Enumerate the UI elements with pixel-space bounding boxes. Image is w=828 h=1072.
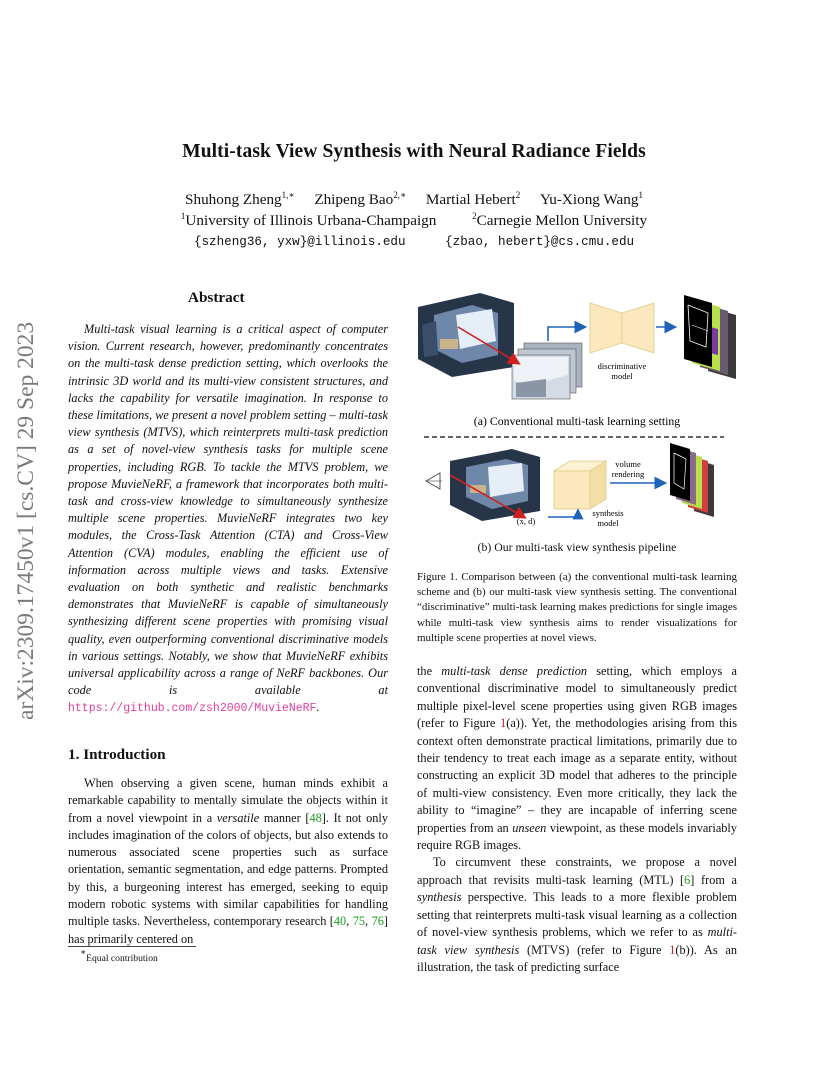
footnote-rule [68, 946, 196, 947]
abstract-body: Multi-task visual learning is a critical aspect of computer vision. Current research, however, predominantly concentrates on the multi-task dense prediction setting, which overlooks the intrinsic 3D world and its multi-view consistent structures, and lacks the capability for versatile imagination. In response to these limitations, we present a novel problem setting – multi-task view synthesis (MTVS), which reinterprets multi-task prediction as a set of novel-view synthesis tasks for multiple scene properties, including RGB. To tackle the MTVS problem, we propose MuvieNeRF, a framework that incorporates both multi-task and cross-view knowledge to simultaneously synthesize multiple scene properties. MuvieNeRF integrates two key modules, the Cross-Task Attention (CTA) and Cross-View Attention (CVA) modules, enabling the efficient use of information across multiple views and tasks. Extensive evaluation on both synthetic and realistic benchmarks demonstrates that MuvieNeRF is capable of simultaneously synthesizing different scene properties with promising visual quality, even outperforming conventional discriminative models in various settings. Notably, we show that MuvieNeRF exhibits universal applicability across a range of NeRF backbones. Our code is available at https://github.com/zsh2000/MuvieNeRF. [68, 322, 388, 716]
affiliation: $^1$University of Illinois Urbana-Champaign [180, 211, 437, 229]
author-list [0, 191, 828, 209]
abstract-heading: Abstract [188, 289, 245, 306]
figure-link[interactable]: 1 [500, 716, 507, 731]
affiliation: $^2$Carnegie Mellon University [472, 211, 648, 229]
affiliation-list [0, 212, 828, 230]
property-maps-a [684, 295, 736, 379]
property-maps-b [670, 443, 714, 517]
email-list [0, 235, 828, 249]
author: Martial Hebert$^2$ [425, 190, 521, 208]
figure-label-xd: (x, d) [516, 516, 536, 526]
figure-link[interactable]: 1 [669, 942, 676, 957]
paper-title: Multi-task View Synthesis with Neural Radiance Fields [182, 141, 646, 162]
intro-heading: 1. Introduction [68, 746, 166, 763]
figure-label-discriminative: discriminative [597, 361, 647, 371]
author: Shuhong Zheng$^{1,∗}$ [185, 190, 295, 208]
email: {zbao, hebert}@cs.cmu.edu [445, 235, 635, 249]
scene-render-b [450, 449, 540, 521]
footnote: ∗Equal contribution [80, 947, 158, 964]
right-column-text: the multi-task dense prediction setting, which employs a conventional discriminative model to simultaneously predict multiple pixel-level scene properties using given RGB images (refer to Figure 1(a)). Yet, the methodologies arising from this context often demonstrate practical limitations, primarily due to their tendency to treat each image as a separate entity, without constructing an explicit 3D model that adheres to the principle of multi-view consistency. Even more critically, they lack the ability to “imagine” – they are incapable of inferring scene properties from an unseen viewpoint, as these models invariably require RGB images. To circumvent these constraints, we propose a novel approach that revisits multi-task learning (MTL) [6] from a synthesis perspective. This leads to a more flexible problem setting that reinterprets multi-task visual learning as a collection of novel-view synthesis problems, which we refer to as multi-task view synthesis (MTVS) (refer to Figure 1(b)). As an illustration, the task of predicting surface [417, 664, 738, 974]
subcaption-b: (b) Our multi-task view synthesis pipeline [477, 540, 677, 554]
figure-label-rendering: rendering [611, 469, 645, 479]
discriminative-model-shape [590, 303, 622, 353]
scene-render-a [418, 293, 514, 377]
figure-label-synthesis: synthesis [592, 508, 624, 518]
figure-label-model-b: model [597, 518, 619, 528]
intro-paragraph: When observing a given scene, human minds exhibit a remarkable capability to mentally simulate the objects within it from a novel viewpoint in a versatile manner [48]. It not only includes imagination of the colors of objects, but also extends to numerous associated scene properties such as surface orientation, semantic segmentation, and edge patterns. Prompted by this, a burgeoning interest has emerged, seeking to equip modern robotic systems with similar capabilities for handling multiple tasks. Nevertheless, contemporary research [40, 75, 76] has primarily centered on [68, 776, 388, 946]
figure-caption: Figure 1. Comparison between (a) the conventional multi-task learning scheme and (b) our multi-task view synthesis setting. The conventional “discriminative” multi-task learning makes predictions for single images while multi-task view synthesis aims to render visualizations for multiple scene properties at novel views. [417, 571, 737, 644]
figure-1 [412, 285, 742, 560]
synthesis-model-cube [554, 461, 606, 509]
author: Zhipeng Bao$^{2,∗}$ [314, 190, 407, 208]
citation-link[interactable]: 6 [684, 872, 691, 887]
email: {szheng36, yxw}@illinois.edu [193, 235, 406, 249]
citation-link[interactable]: 48 [309, 810, 322, 825]
arxiv-stamp: arXiv:2309.17450v1 [cs.CV] 29 Sep 2023 [13, 321, 39, 720]
subcaption-a: (a) Conventional multi-task learning setting [473, 414, 681, 428]
figure-label-model: model [611, 371, 633, 381]
author: Yu-Xiong Wang$^1$ [539, 190, 643, 208]
code-link[interactable]: https://github.com/zsh2000/MuvieNeRF [68, 702, 317, 716]
image-stack [512, 343, 582, 399]
citation-link[interactable]: 76 [371, 914, 384, 929]
figure-label-volume: volume [615, 459, 641, 469]
citation-link[interactable]: 40 [333, 914, 347, 929]
citation-link[interactable]: 75 [352, 914, 366, 929]
camera-icon [426, 473, 442, 489]
